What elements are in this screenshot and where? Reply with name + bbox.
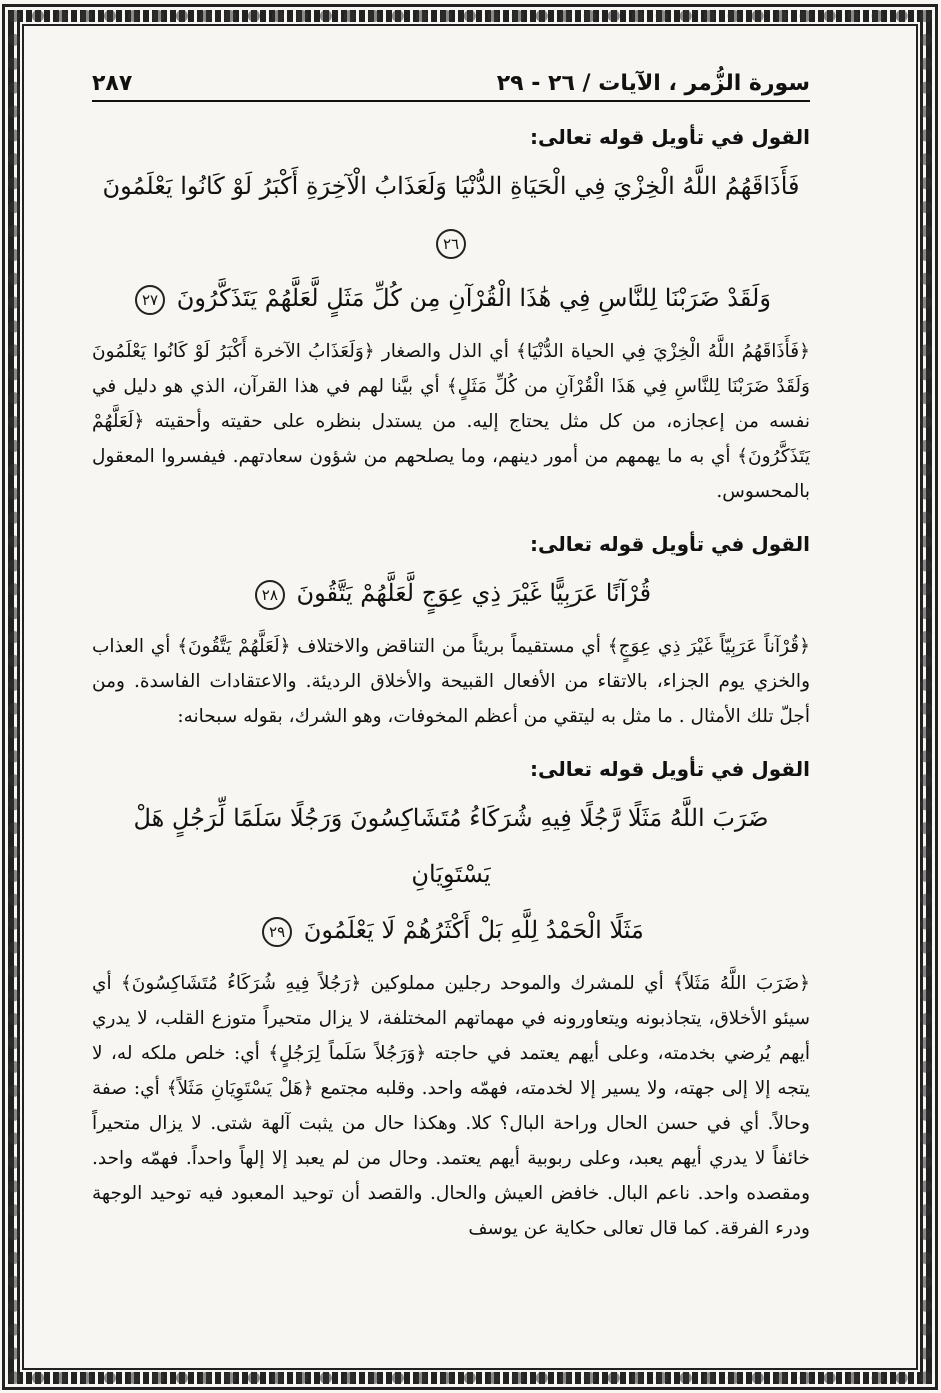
ayah-number-marker: ٢٨ (255, 580, 285, 610)
verse-text: قُرْآنًا عَرَبِيًّا غَيْرَ ذِي عِوَجٍ لَّعَلَّهُمْ يَتَّقُونَ (296, 579, 652, 607)
quran-verse (92, 158, 810, 270)
ayah-number-marker: ٢٧ (135, 285, 165, 315)
ayah-number-marker: ٢٦ (436, 229, 466, 259)
page-number: ٢٨٧ (92, 71, 133, 96)
quran-verse (92, 565, 810, 621)
verse-text: ضَرَبَ اللَّهُ مَثَلًا رَّجُلًا فِيهِ شُرَكَاءُ مُتَشَاكِسُونَ وَرَجُلًا سَلَمًا لِّرَجُلٍ هَلْ يَسْتَوِيَانِ (133, 804, 769, 888)
quran-verse (92, 902, 810, 958)
section-heading: القول في تأويل قوله تعالى: (530, 532, 810, 556)
ayah-number-marker: ٢٩ (262, 917, 292, 947)
running-title: سورة الزُّمر ، الآيات / ٢٦ - ٢٩ (496, 71, 810, 96)
section-heading: القول في تأويل قوله تعالى: (530, 125, 810, 149)
commentary-paragraph: ﴿ضَرَبَ اللَّهُ مَثَلاً﴾ أي للمشرك والموحد رجلين مملوكين ﴿رَجُلاً فِيهِ شُرَكَاءُ مُتَشَاكِسُونَ﴾ أي سيئو الأخلاق، يتجاذبونه ويتعاورونه في مهماتهم المختلفة، لا يزال متحيراً متوزع القلب، لا يدري أيهم يُرضي بخدمته، وعلى أيهم يعتمد في حاجته ﴿وَرَجُلاً سَلَماً لِرَجُلٍ﴾ أي: خلص ملكه له، لا يتجه إلا إلى جهته، ولا يسير إلا لخدمته، فهمّه واحد. وقلبه مجتمع ﴿هَلْ يَسْتَوِيَانِ مَثَلاً﴾ أي: صفة وحالاً. أي في حسن الحال وراحة البال؟ كلا. وهكذا حال من يثبت آلهة شتى. لا يزال متحيراً خائفاً لا يدري أيهم يعبد، وعلى ربوبية أيهم يعتمد. وحال من لم يعبد إلا إلهاً واحداً. فهمّه واحد. ومقصده واحد. ناعم البال. خافض العيش والحال. والقصد أن توحيد المعبود فيه توحيد الوجهة ودرء الفرقة. كما قال تعالى حكاية عن يوسف (92, 973, 810, 1239)
section-heading: القول في تأويل قوله تعالى: (530, 757, 810, 781)
page-content (92, 58, 810, 1246)
verse-text: فَأَذَاقَهُمُ اللَّهُ الْخِزْيَ فِي الْحَيَاةِ الدُّنْيَا وَلَعَذَابُ الْآخِرَةِ أَكْبَرُ لَوْ كَانُوا يَعْلَمُونَ (102, 172, 800, 200)
commentary-paragraph: ﴿قُرْآناً عَرَبِيّاً غَيْرَ ذِي عِوَجٍ﴾ أي مستقيماً بريئاً من التناقض والاختلاف ﴿لَعَلَّهُمْ يَتَّقُونَ﴾ أي العذاب والخزي يوم الجزاء، بالاتقاء من الأفعال القبيحة والأخلاق الرديئة. والاعتقادات الفاسدة. ومن أجلّ تلك الأمثال . ما مثل به ليتقي من أعظم المخوفات، وهو الشرك، بقوله سبحانه: (92, 636, 810, 727)
quran-verse (92, 270, 810, 326)
commentary-paragraph: ﴿فَأَذَاقَهُمُ اللَّهُ الْخِزْيَ فِي الحياة الدُّنْيَا﴾ أي الذل والصغار ﴿وَلَعَذَابُ الآخرة أَكْبَرُ لَوْ كَانُوا يَعْلَمُونَ وَلَقَدْ ضَرَبْنَا لِلنَّاسِ فِي هَذَا الْقُرْآنِ من كُلِّ مَثَلٍ﴾ أي بيَّنا لهم في هذا القرآن، الذي هو دليل في نفسه من إعجازه، من كل مثل يحتاج إليه. من يستدل بنظره على حقيته وأحقيته ﴿لَعَلَّهُمْ يَتَذَكَّرُونَ﴾ أي به ما يهمهم من أمور دينهم، وما يصلحهم من شؤون سعادتهم. فيفسروا المعقول بالمحسوس. (92, 341, 810, 502)
verse-text: وَلَقَدْ ضَرَبْنَا لِلنَّاسِ فِي هَٰذَا الْقُرْآنِ مِن كُلِّ مَثَلٍ لَّعَلَّهُمْ يَتَذَكَّرُونَ (176, 284, 771, 312)
page-header (92, 58, 810, 102)
quran-verse (92, 790, 810, 902)
verse-text: مَثَلًا الْحَمْدُ لِلَّهِ بَلْ أَكْثَرُهُمْ لَا يَعْلَمُونَ (303, 916, 644, 944)
